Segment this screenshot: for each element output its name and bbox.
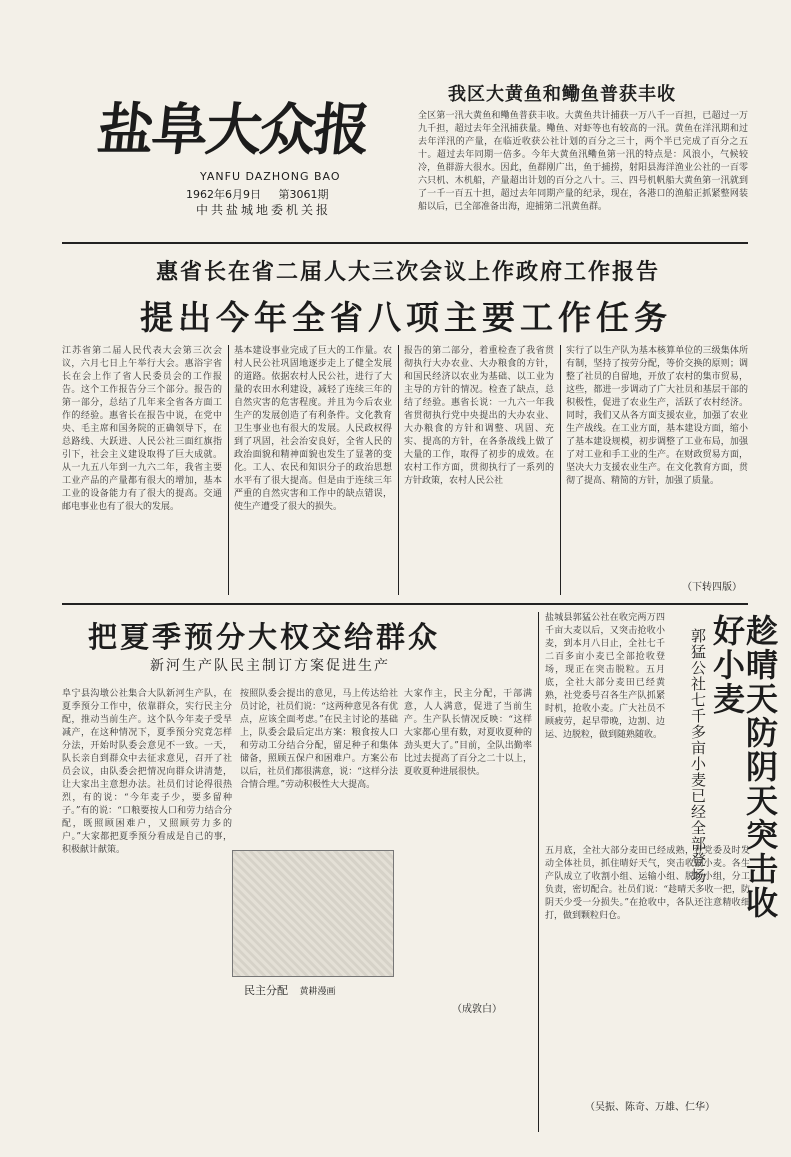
report-kicker: 惠省长在省二届人大三次会议上作政府工作报告 [155, 259, 660, 285]
summer-col-3: 大家作主，民主分配，干部满意，人人满意，促进了当前生产。生产队长情况反映：“这样大家都心里有数，对夏收夏种的劲头更大了。”目前，全队出勤率比过去提高了百分之二十以上，夏收夏种进展很快。 [404, 689, 532, 777]
masthead-publisher: 中共盐城地委机关报 [196, 203, 332, 217]
divider [62, 242, 748, 244]
column-rule [398, 345, 399, 595]
divider [62, 603, 748, 605]
wheat-subhead: 郭猛公社七千多亩小麦已经全部登场 [689, 628, 707, 884]
report-col-4: 实行了以生产队为基本核算单位的三级集体所有制，坚持了按劳分配，等价交换的原则；调整了社员的自留地，开放了农村的集市贸易，这些，都进一步调动了广大社员和基层干部的积极性，促进了农业生产，活跃了农村经济。同时，我们又从各方面支援农业，加强了农业生产战线。在工业方面，基本建设方面，缩小了基本建设规模，初步调整了工业布局，加强了对工业和手工业的生产。在财政贸易方面，坚决大力支援农业生产。在文化教育方面，贯彻了提高、精简的方针，加强了质量。 [566, 346, 748, 486]
masthead-title: 盐阜大众报 [94, 97, 372, 163]
summer-byline: （成敦白） [452, 1004, 502, 1015]
cartoon-illustration [232, 850, 394, 977]
summer-col-1: 阜宁县沟墩公社集合大队新河生产队，在夏季预分工作中，依靠群众，实行民主分配，推动当前生产。这个队今年麦子受旱减产，在这种情况下，夏季预分究竟怎样分法，开始时队委会意见不一致。一天，队长亲自到群众中去征求意见，召开了社员会议，由队委会把情况向群众讲清楚，让大家出主意想办法。社员们讨论得很热烈，有的说：“今年麦子少，要多留种子。”有的说：“口粮要按人口和劳力结合分配，既照顾困难户，又照顾劳力多的户。”大家都把夏季预分看成是自己的事，积极献计献策。 [62, 689, 232, 855]
cartoon-title: 民主分配 [244, 984, 288, 997]
report-col-2: 基本建设事业完成了巨大的工作量。农村人民公社巩固地逐步走上了健全发展的道路。依据农村人民公社，进行了大量的农田水利建设，减轻了连续三年的自然灾害的危害程度。并且为今后农业生产的发展创造了有利条件。文化教育卫生事业也有很大的发展。人民政权得到了巩固，社会治安良好，全省人民的政治面貌和精神面貌也发生了显著的变化。工人、农民和知识分子的政治思想水平有了很大提高。但是由于连续三年严重的自然灾害和工作中的缺点错误，使生产遭受了很大的损失。 [234, 346, 392, 512]
summer-subhead: 新河生产队民主制订方案促进生产 [150, 658, 390, 674]
report-col-1: 江苏省第二届人民代表大会第三次会议，六月七日上午举行大会。惠浴宇省长在会上作了省人民委员会的工作报告。这个工作报告分三个部分。报告的第一部分，总结了几年来全省各方面工作的经验。惠省长在报告中说，在党中央、毛主席和国务院的正确领导下，在总路线、大跃进、人民公社三面红旗指引下，社会主义建设取得了巨大成就。从一九五八年到一九六二年，我省主要工业产品的产量都有很大的增加，基本工业的设备能力有了很大的提高。交通邮电事业也有了很大的发展。 [62, 346, 222, 512]
report-headline: 提出今年全省八项主要工作任务 [140, 298, 672, 337]
cartoon-credit: 黄耕漫画 [299, 987, 336, 997]
fish-headline: 我区大黄鱼和鳓鱼普获丰收 [448, 84, 676, 105]
column-rule [538, 612, 539, 1132]
issue-number: 第3061期 [278, 188, 329, 201]
report-col-3: 报告的第二部分，着重检查了我省贯彻执行大办农业、大办粮食的方针，和国民经济以农业为基础、以工业为主导的方针的情况。检查了缺点，总结了经验。惠省长说：一九六一年我省贯彻执行党中央提出的大办农业、大办粮食的方针和调整、巩固、充实、提高的方针，在各条战线上做了大量的工作，取得了初步的成效。在农村工作方面，贯彻执行了一系列的方针政策，农村人民公社 [404, 346, 554, 486]
fish-article-text: 全区第一汛大黄鱼和鳓鱼普获丰收。大黄鱼共计捕获一万八千一百担，已超过一万九千担，超过去年全汛捕获量。鳓鱼、对虾等也有较高的一汛。黄鱼在洋汛期和过去年洋汛的产量，在临近收获公社计划的百分之三十，两个半已完成了百分之五十。超过去年同期一倍多。今年大黄鱼汛鳓鱼第一汛的特点是：风浪小，气候较冷，鱼群游大很水。因此，鱼群刚广出，鱼于捕捞，射阳县海洋渔业公社的一百零六只机、木机船，产量超出计划的百分之八十。三、四号机帆船大黄鱼第一汛就到了一千一百五十担，超过去年同期产量的纪录，现在，各港口的渔船正抓紧整网装船以后，已全部准备出海，迎捕第二汛黄鱼群。 [418, 111, 748, 212]
masthead-dateline [186, 186, 343, 202]
column-rule [228, 345, 229, 595]
cartoon-caption [244, 982, 336, 998]
column-rule [560, 345, 561, 595]
wheat-byline: （吴振、陈奇、万雄、仁华） [585, 1102, 715, 1113]
summer-col-4: 盐城县郭猛公社在收完两万四千亩大麦以后，又突击抢收小麦，到本月八日止，全社七千二百多亩小麦已全部抢收登场，现正在突击脱粒。五月底，全社大部分麦田已经黄熟，社党委号召各生产队抓紧时机，抢收小麦。广大社员不顾疲劳，起早带晚，边割、边运、边脱粒，做到随熟随收。 [545, 613, 665, 740]
issue-date: 1962年6月9日 [186, 188, 261, 201]
summer-col-2: 按照队委会提出的意见，马上传达给社员讨论，社员们说：“这两种意见各有优点，应该全面考虑。”在民主讨论的基础上，队委会最后定出方案：粮食按人口和劳动工分结合分配，留足种子和集体储备，照顾五保户和困难户。方案公布以后，社员们都很满意，说：“这样分法合情合理。”劳动积极性大大提高。 [240, 689, 398, 790]
summer-headline: 把夏季预分大权交给群众 [88, 620, 441, 654]
wheat-article-text: 五月底，全社大部分麦田已经成熟，社党委及时发动全体社员，抓住晴好天气，突击收割小麦。各生产队成立了收割小组、运输小组、脱粒小组，分工负责，密切配合。社员们说：“趁晴天多收一把，防阴天少受一分损失。”在抢收中，各队还注意精收细打，做到颗粒归仓。 [545, 846, 750, 921]
wheat-headline: 趁晴天防阴天突击收好小麦 [708, 614, 779, 920]
report-continued: （下转四版） [682, 582, 742, 593]
masthead-pinyin: YANFU DAZHONG BAO [200, 170, 341, 183]
